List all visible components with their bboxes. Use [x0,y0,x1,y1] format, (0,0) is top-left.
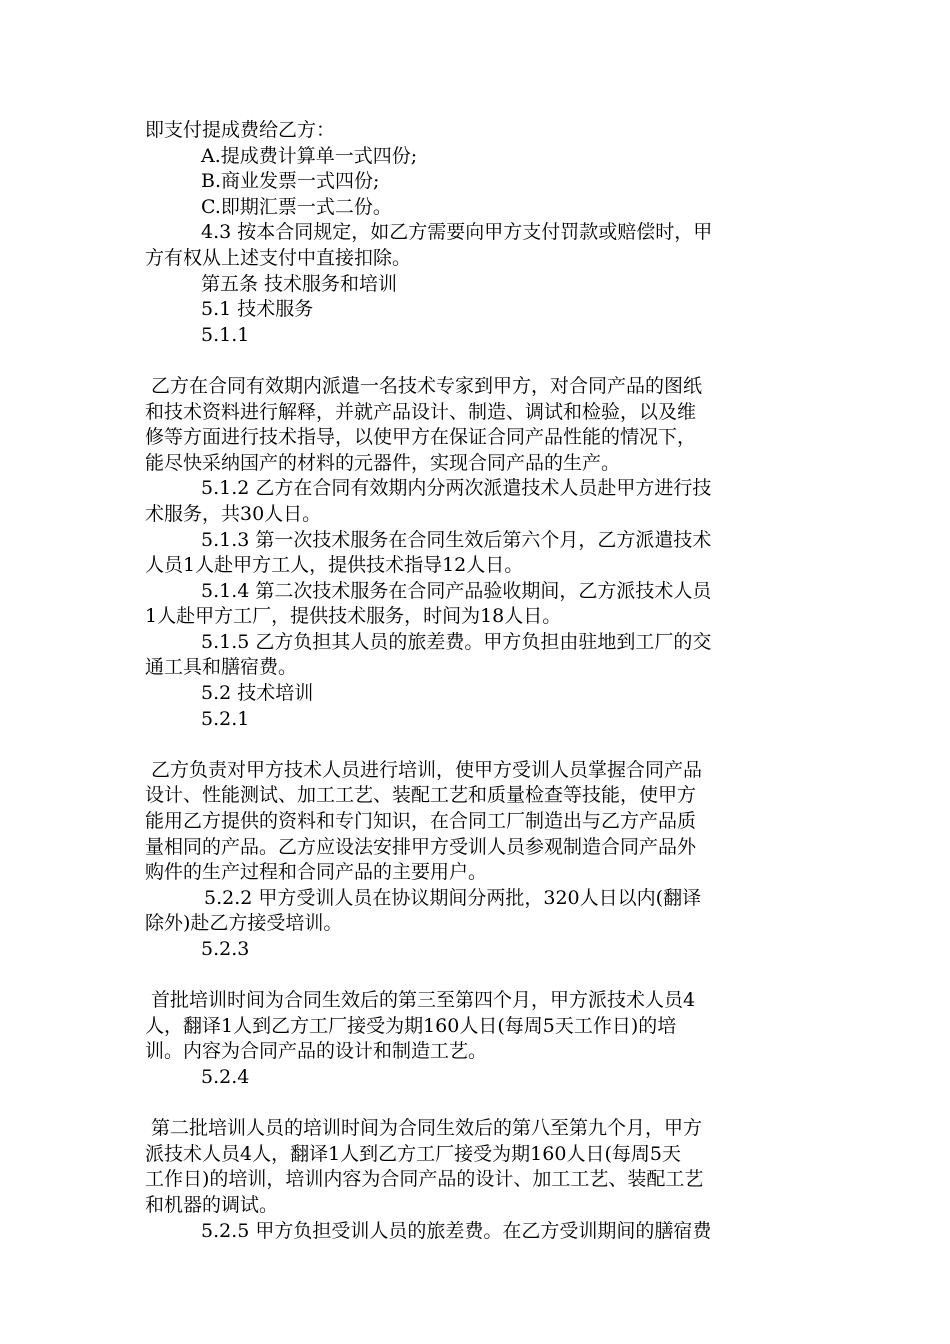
blank-line [145,963,810,989]
clause-5-1-1-line-1: 乙方在合同有效期内派遣一名技术专家到甲方，对合同产品的图纸 [145,374,703,397]
clause-5-2-2-line-1: 5.2.2 甲方受训人员在协议期间分两批，320人日以内(翻译 [204,886,702,909]
clause-5-2-5-line-1: 5.2.5 甲方负担受训人员的旅差费。在乙方受训期间的膳宿费 [201,1219,712,1242]
clause-5-1-2-line-1: 5.1.2 乙方在合同有效期内分两次派遣技术人员赴甲方进行技 [201,477,712,500]
clause-number-5-2-4: 5.2.4 [201,1065,250,1088]
clause-5-1-3-line-2: 人员1人赴甲方工人，提供技术指导12人日。 [145,554,524,577]
clause-5-2-1-line-1: 乙方负责对甲方技术人员进行培训，使甲方受训人员掌握合同产品 [145,758,703,781]
text-line: 即支付提成费给乙方： [145,119,336,141]
clause-number-5-2-3: 5.2.3 [201,938,250,960]
clause-5-2-3-line-2: 人，翻译1人到乙方工厂接受为期160人日(每周5天工作日)的培 [145,1014,677,1037]
clause-5-2-1-line-2: 设计、性能测试、加工工艺、装配工艺和质量检查等技能，使甲方 [145,784,697,807]
section-5-2-heading: 5.2 技术培训 [201,682,314,705]
blank-line [145,732,810,758]
document-page [145,118,810,1244]
clause-5-2-4-line-4: 和机器的调试。 [145,1193,279,1216]
clause-5-2-1-line-5: 购件的生产过程和合同产品的主要用户。 [145,861,488,884]
clause-5-1-2-line-2: 术服务，共30人日。 [145,502,322,525]
clause-5-2-1-line-3: 能用乙方提供的资料和专门知识，在合同工厂制造出与乙方产品质 [145,810,697,833]
clause-5-2-4-line-1: 第二批培训人员的培训时间为合同生效后的第八至第九个月，甲方 [145,1117,703,1140]
clause-number-5-2-1: 5.2.1 [201,707,250,730]
clause-5-1-1-line-3: 修等方面进行技术指导，以使甲方在保证合同产品性能的情况下， [145,426,697,449]
clause-5-2-1-line-4: 量相同的产品。乙方应设法安排甲方受训人员参观制造合同产品外 [145,835,697,858]
clause-5-2-2-line-2: 除外)赴乙方接受培训。 [145,912,343,935]
clause-4-3-line-2: 方有权从上述支付中直接扣除。 [145,246,412,269]
clause-5-1-5-line-2: 通工具和膳宿费。 [145,656,298,679]
clause-5-1-1-line-4: 能尽快采纳国产的材料的元器件，实现合同产品的生产。 [145,451,621,474]
clause-5-1-4-line-2: 1人赴甲方工厂，提供技术服务，时间为18人日。 [145,605,562,628]
clause-5-2-4-line-3: 工作日)的培训，培训内容为合同产品的设计、加工工艺、装配工艺 [145,1168,704,1191]
list-item-c: C.即期汇票一式二份。 [201,195,392,218]
clause-4-3-line-1: 4.3 按本合同规定，如乙方需要向甲方支付罚款或赔偿时，甲 [201,221,713,244]
list-item-b: B.商业发票一式四份; [201,170,380,193]
clause-5-1-5-line-1: 5.1.5 乙方负担其人员的旅差费。甲方负担由驻地到工厂的交 [201,630,712,653]
section-5-1-heading: 5.1 技术服务 [201,298,314,321]
clause-5-2-3-line-3: 训。内容为合同产品的设计和制造工艺。 [145,1040,488,1063]
clause-5-2-3-line-1: 首批培训时间为合同生效后的第三至第四个月，甲方派技术人员4 [145,989,696,1012]
blank-line [145,348,810,374]
article-5-heading: 第五条 技术服务和培训 [201,272,398,295]
list-item-a: A.提成费计算单一式四份; [201,144,418,167]
clause-5-1-3-line-1: 5.1.3 第一次技术服务在合同生效后第六个月，乙方派遣技术 [201,528,712,551]
clause-number-5-1-1: 5.1.1 [201,323,250,346]
clause-5-1-4-line-1: 5.1.4 第二次技术服务在合同产品验收期间，乙方派技术人员 [201,579,712,602]
clause-5-2-4-line-2: 派技术人员4人，翻译1人到乙方工厂接受为期160人日(每周5天 [145,1142,681,1165]
blank-line [145,1091,810,1117]
clause-5-1-1-line-2: 和技术资料进行解释，并就产品设计、制造、调试和检验，以及维 [145,400,697,423]
